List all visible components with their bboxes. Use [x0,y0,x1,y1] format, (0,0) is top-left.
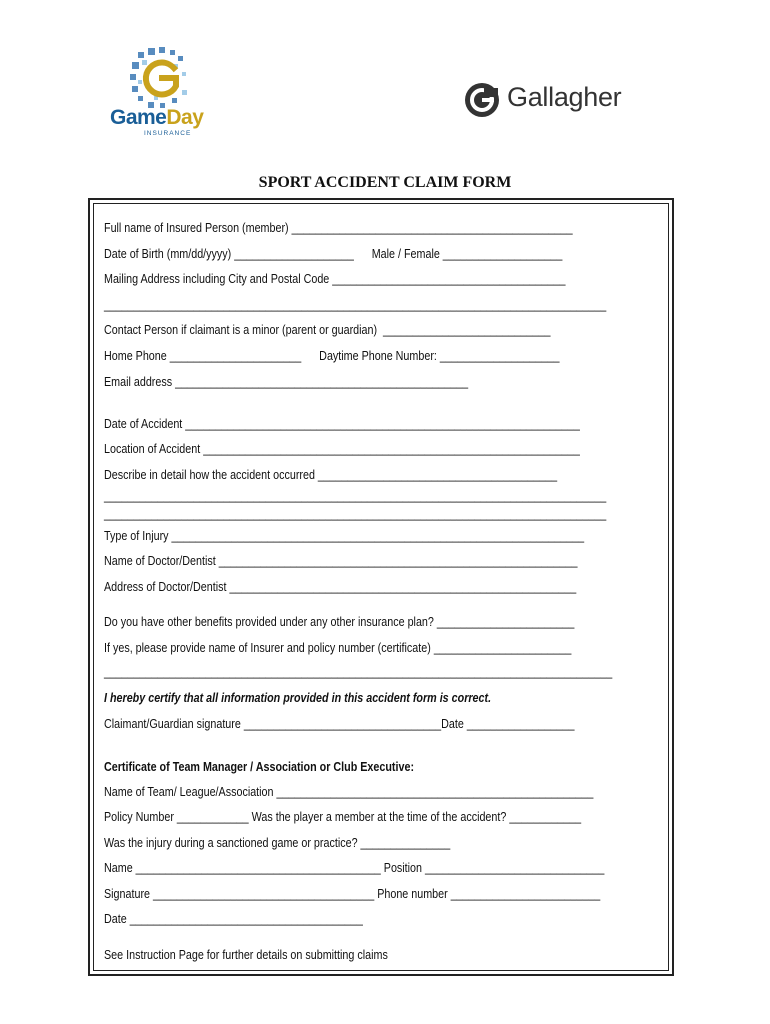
insurer-policy-line-2[interactable]: _____________________________________________________________________________________ [104,665,613,679]
full-name-field[interactable]: Full name of Insured Person (member) _______________________________________________ [104,221,573,235]
injury-type-field[interactable]: Type of Injury _____________________________________________________________________ [104,529,585,543]
certification-statement: I hereby certify that all information provided in this accident form is correct. [104,691,492,705]
manager-name-position-field[interactable]: Name _________________________________________ Position ______________________________ [104,861,605,875]
doctor-address-field[interactable]: Address of Doctor/Dentist __________________________________________________________ [104,580,577,594]
manager-date-field[interactable]: Date _______________________________________ [104,912,363,926]
contact-person-field[interactable]: Contact Person if claimant is a minor (parent or guardian) ____________________________ [104,323,551,337]
instruction-note: See Instruction Page for further details on submitting claims [104,948,388,962]
insurer-policy-field[interactable]: If yes, please provide name of Insurer and policy number (certificate) _______________________ [104,641,572,655]
gallagher-wordmark: Gallagher [507,82,622,112]
accident-description-line-2[interactable]: ____________________________________________________________________________________ [104,489,607,503]
accident-description-field[interactable]: Describe in detail how the accident occurred ________________________________________ [104,468,558,482]
accident-description-line-3[interactable]: ____________________________________________________________________________________ [104,507,607,521]
mailing-address-field[interactable]: Mailing Address including City and Postal Code _______________________________________ [104,272,566,286]
accident-date-field[interactable]: Date of Accident __________________________________________________________________ [104,417,580,431]
doctor-name-field[interactable]: Name of Doctor/Dentist ____________________________________________________________ [104,554,578,568]
sanctioned-game-field[interactable]: Was the injury during a sanctioned game or practice? _______________ [104,836,451,850]
team-manager-section-heading: Certificate of Team Manager / Association or Club Executive: [104,760,415,774]
email-field[interactable]: Email address _________________________________________________ [104,375,469,389]
gameday-wordmark: GameDay [110,106,204,129]
other-benefits-field[interactable]: Do you have other benefits provided under any other insurance plan? _______________________ [104,615,575,629]
gallagher-g-mark-icon [464,82,500,118]
manager-signature-phone-field[interactable]: Signature _____________________________________ Phone number _________________________ [104,887,601,901]
dob-gender-field[interactable]: Date of Birth (mm/dd/yyyy) ____________________ Male / Female ____________________ [104,247,563,261]
form-title: SPORT ACCIDENT CLAIM FORM [258,174,512,191]
accident-location-field[interactable]: Location of Accident _______________________________________________________________ [104,442,580,456]
gameday-insurance-label: INSURANCE [144,130,192,137]
claimant-signature-field[interactable]: Claimant/Guardian signature _________________________________Date __________________ [104,717,575,731]
policy-member-field[interactable]: Policy Number ____________ Was the player a member at the time of the accident? ____________ [104,810,582,824]
mailing-address-line-2[interactable]: ____________________________________________________________________________________ [104,298,607,312]
gameday-insurance-logo [106,42,226,142]
phone-fields[interactable]: Home Phone ______________________ Daytime Phone Number: ____________________ [104,349,560,363]
team-league-field[interactable]: Name of Team/ League/Association _____________________________________________________ [104,785,594,799]
gallagher-logo [460,80,660,120]
gameday-g-mark-icon [128,46,192,110]
